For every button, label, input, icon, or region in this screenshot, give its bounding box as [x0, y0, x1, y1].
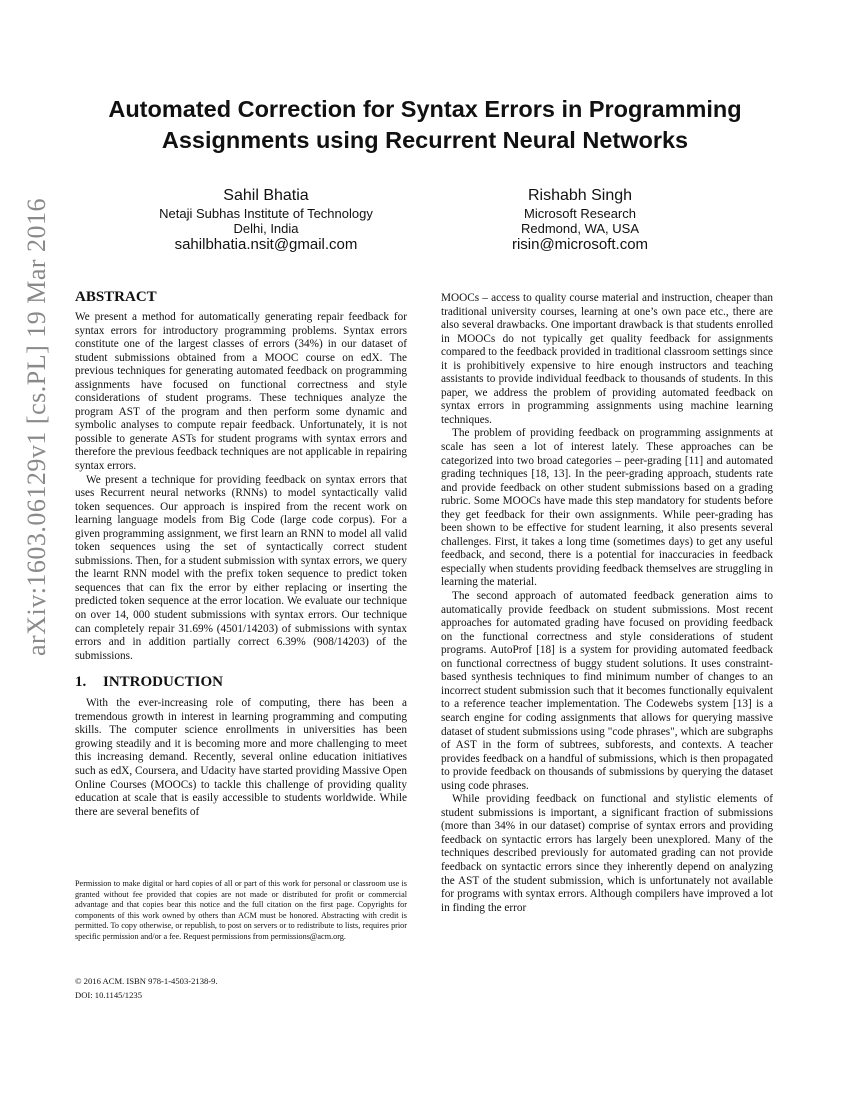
section-number: 1. [75, 674, 87, 691]
abstract-paragraph: We present a technique for providing feedback on syntax errors that uses Recurrent neural networks (RNNs) to model syntactically valid token sequences. Our approach is inspired from the recent work on learning language models from Big Code (large code corpus). For a given programming assignment, we first learn an RNN to model all valid token sequences using the set of syntactically correct student submissions. Then, for a student submission with syntax errors, we query the learnt RNN model with the prefix token sequence to predict token sequences that can fix the error by either replacing or inserting the predicted token sequence at the error location. We evaluate our technique on over 14, 000 student submissions with syntax errors. Our technique can completely repair 31.69% (4501/14203) of submissions with syntax errors and in addition partially correct 6.39% (908/14203) of the submissions. [75, 473, 407, 662]
right-column [441, 292, 773, 915]
author-location: Redmond, WA, USA [520, 221, 639, 236]
permission-notice: Permission to make digital or hard copies of all or part of this work for personal or classroom use is granted without fee provided that copies are not made or distributed for profit or commercial advantage and that copies bear this notice and the full citation on the first page. Copyrights for components of this work owned by others than ACM must be honored. Abstracting with credit is permitted. To copy otherwise, or republish, to post on servers or to redistribute to lists, requires prior specific permission and/or a fee. Request permissions from permissions@acm.org. [75, 879, 407, 941]
arxiv-identifier: arXiv:1603.06129v1 [cs.PL] 19 Mar 2016 [22, 197, 51, 656]
abstract-heading: ABSTRACT [75, 289, 157, 305]
author-name: Rishabh Singh [527, 187, 633, 204]
left-column [75, 288, 407, 819]
introduction-heading [75, 673, 407, 691]
introduction-paragraph: The problem of providing feedback on programming assignments at scale has seen a lot of interest lately. These approaches can be categorized into two broad categories – peer-grading [11] and automated grading techniques [18, 13]. In the peer-grading approach, students rate and provide feedback on other student submissions based on a grading rubric. Some MOOCs have made this step mandatory for students before they get feedback for their own assignments. While peer-grading has been shown to be effective for student learning, it also presents several challenges. First, it takes a long time (sometimes days) to get any useful feedback, and second, there is a potential for inaccuracies in feedback especially when students providing feedback themselves are struggling in learning the material. [441, 427, 773, 589]
copyright-block [75, 975, 407, 1002]
paper-title [60, 94, 790, 156]
doi-line: DOI: 10.1145/1235 [75, 989, 142, 1000]
author-location: Delhi, India [233, 221, 299, 236]
section-title: INTRODUCTION [103, 674, 224, 691]
author-email: risin@microsoft.com [511, 236, 649, 253]
introduction-paragraph: MOOCs – access to quality course material and instruction, cheaper than traditional university courses, learning at one’s own pace etc., there are also several drawbacks. One important drawback is that students enrolled in MOOCs do not typically get quality feedback for assignments compared to the feedback provided in traditional classroom settings since it is prohibitively expensive to hire enough instructors and teaching assistants to provide individual feedback to thousands of students. In this paper, we address the problem of providing automated feedback on syntax errors in programming assignments using machine learning techniques. [441, 292, 773, 426]
introduction-paragraph: With the ever-increasing role of computing, there has been a tremendous growth in interest in learning programming and computing skills. The computer science enrollments in universities has been growing steadily and it is becoming more and more challenging to meet this increasing demand. Recently, several online education initiatives such as edX, Coursera, and Udacity have started providing Massive Open Online Courses (MOOCs) to tackle this challenge of providing quality education at scale that is easily accessible to students worldwide. While there are several benefits of [75, 697, 407, 818]
author-affiliation: Microsoft Research [524, 206, 636, 221]
author-email: sahilbhatia.nsit@gmail.com [174, 236, 358, 253]
author-name: Sahil Bhatia [223, 187, 309, 204]
introduction-paragraph: While providing feedback on functional and stylistic elements of student submissions is important, a significant fraction of submissions (more than 34% in our dataset) comprise of syntax errors and providing feedback on syntactic errors has largely been unexplored. Many of the techniques described previously for automated grading can not provide feedback on syntactic errors since they inherently depend on analyzing the AST of the student submission, which is unfortunately not available for programs with syntax errors. Although compilers have improved a lot in finding the error [441, 793, 773, 914]
title-line-2: Assignments using Recurrent Neural Networks [161, 127, 689, 153]
author-block-2 [420, 186, 740, 254]
introduction-paragraph: The second approach of automated feedback generation aims to automatically provide feedback on student submissions. Most recent approaches for automated grading have focused on providing feedback on the functional correctness and style considerations of student programs. AutoProf [18] is a system for providing automated feedback on functional correctness of buggy student solutions. It uses constraint-based synthesis techniques to find minimum number of changes to an incorrect student submission such that it becomes functionally equivalent to a reference teacher implementation. The Codewebs system [13] is a search engine for coding assignments that allows for querying massive dataset of student submissions using "code phrases", which are subgraphs of AST in the form of subtrees, subforests, and contexts. A teacher provides feedback on a handful of submissions, which is then propagated to provide feedback on thousands of submissions by querying the dataset using code phrases. [441, 590, 773, 792]
abstract-paragraph: We present a method for automatically generating repair feedback for syntax errors for introductory programming problems. Syntax errors constitute one of the largest classes of errors (34%) in our dataset of student submissions obtained from a MOOC course on edX. The previous techniques for generating automated feedback on programming assignments have focused on functional correctness and style considerations of student programs. These techniques analyze the program AST of the program and then perform some dynamic and symbolic analyses to compute repair feedback. Unfortunately, it is not possible to generate ASTs for student programs with syntax errors and therefore the previous feedback techniques are not applicable in repairing syntax errors. [75, 311, 407, 473]
copyright-line: © 2016 ACM. ISBN 978-1-4503-2138-9. [75, 976, 218, 986]
author-affiliation: Netaji Subhas Institute of Technology [159, 206, 373, 221]
author-block-1 [106, 186, 426, 254]
title-line-1: Automated Correction for Syntax Errors in Programming [108, 96, 742, 122]
